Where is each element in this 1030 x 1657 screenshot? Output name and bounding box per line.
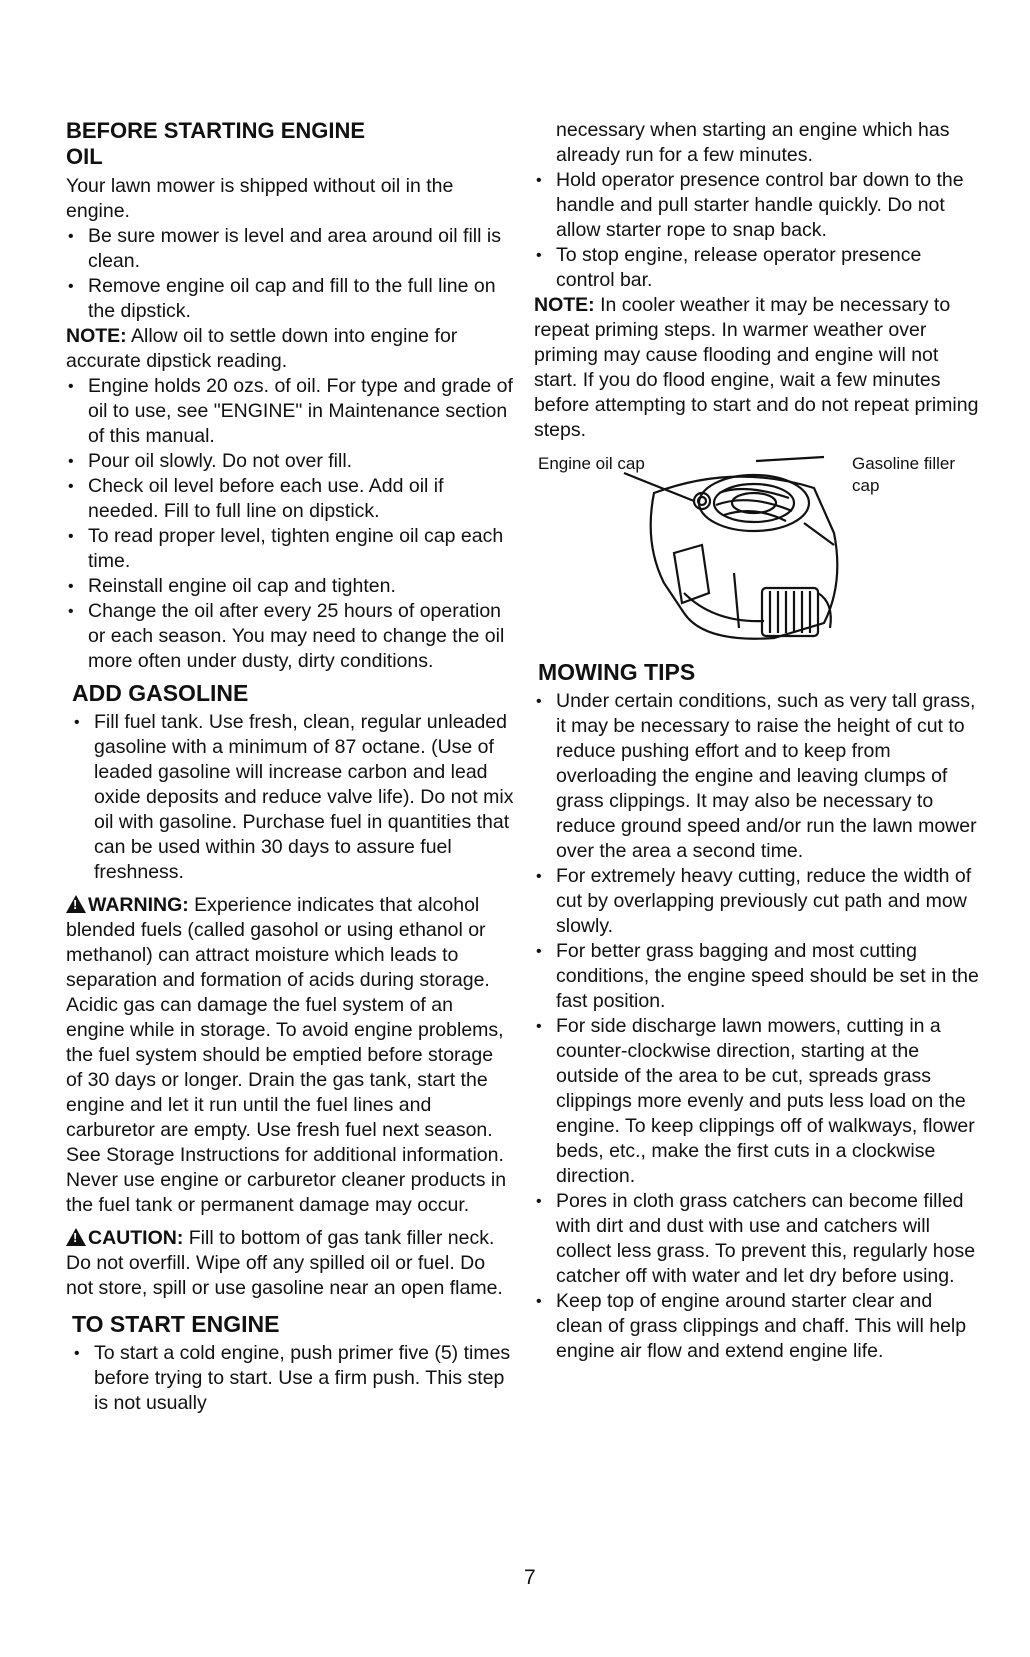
list-item: • Check oil level before each use. Add oil if needed. Fill to full line on dipstick. — [66, 474, 514, 524]
caution-paragraph — [66, 1226, 514, 1301]
warning-text: Experience indicates that alcohol blended fuels (called gasohol or using ethanol or methanol) can attract moisture which leads to separation and formation of acids during storage. Acidic gas can damage the fuel system of an engine while in storage. To avoid engine problems, the fuel system should be emptied before storage of 30 days or longer. Drain the gas tank, start the engine and let it run until the fuel lines and carburetor are empty. Use fresh fuel next season. See Storage Instructions for additional information. Never use engine or carburetor cleaner products in the fuel tank or permanent damage may occur. — [66, 894, 507, 1216]
caution-text: Fill to bottom of gas tank filler neck. Do not overfill. Wipe off any spilled oil or fuel. Do not store, spill or use gasoline near an open flame. — [66, 1227, 503, 1299]
left-column — [66, 118, 514, 1416]
list-item: • Pour oil slowly. Do not over fill. — [66, 449, 514, 474]
warning-paragraph — [66, 893, 514, 1218]
caution-label: CAUTION: — [88, 1227, 184, 1249]
add-gasoline-title: ADD GASOLINE — [72, 680, 249, 706]
list-item: • Under certain conditions, such as very tall grass, it may be necessary to raise the height of cut to reduce pushing effort and to keep from overloading the engine and leaving clumps of grass clippings. It may also be necessary to reduce ground speed and/or run the lawn mower over the area a second time. — [534, 689, 979, 864]
start-continued: necessary when starting an engine which has already run for a few minutes. — [556, 119, 950, 166]
list-item: • Engine holds 20 ozs. of oil. For type and grade of oil to use, see "ENGINE" in Maintenance section of this manual. — [66, 374, 514, 449]
list-item: • Hold operator presence control bar down to the handle and pull starter handle quickly. Do not allow starter rope to snap back. — [534, 168, 979, 243]
note-text: Allow oil to settle down into engine for accurate dipstick reading. — [66, 325, 458, 372]
list-item: • For better grass bagging and most cutting conditions, the engine speed should be set in the fast position. — [534, 939, 979, 1014]
list-item: • Pores in cloth grass catchers can become filled with dirt and dust with use and catchers will collect less grass. To prevent this, regularly hose catcher off with water and let dry before using. — [534, 1189, 979, 1289]
gasoline-filler-cap-label: Gasoline filler cap — [852, 454, 955, 495]
oil-list-a — [66, 224, 514, 324]
list-item: • Be sure mower is level and area around oil fill is clean. — [66, 224, 514, 274]
priming-note — [534, 293, 979, 443]
start-list-right — [534, 168, 979, 293]
engine-figure — [534, 453, 979, 653]
oil-intro: Your lawn mower is shipped without oil in the engine. — [66, 175, 454, 222]
right-column — [534, 118, 979, 1364]
engine-oil-cap-label: Engine oil cap — [538, 454, 645, 473]
before-starting-title: BEFORE STARTING ENGINE — [66, 118, 366, 143]
list-item: • Reinstall engine oil cap and tighten. — [66, 574, 514, 599]
list-item: • To read proper level, tighten engine oil cap each time. — [66, 524, 514, 574]
page-number: 7 — [524, 1566, 536, 1589]
mowing-tips-list — [534, 689, 979, 1364]
list-item: • To stop engine, release operator presence control bar. — [534, 243, 979, 293]
list-item: • For side discharge lawn mowers, cutting in a counter-clockwise direction, starting at the outside of the area to be cut, spreads grass clippings more evenly and puts less load on the engine. To keep clippings off of walkways, flower beds, etc., make the first cuts in a clockwise direction. — [534, 1014, 979, 1189]
list-item: • For extremely heavy cutting, reduce the width of cut by overlapping previously cut path and mow slowly. — [534, 864, 979, 939]
list-item: • Change the oil after every 25 hours of operation or each season. You may need to change the oil more often under dusty, dirty conditions. — [66, 599, 514, 674]
to-start-engine-title: TO START ENGINE — [72, 1311, 280, 1337]
warning-label: WARNING: — [88, 894, 189, 916]
oil-title: OIL — [66, 144, 103, 169]
oil-list-b — [66, 374, 514, 674]
note-text: In cooler weather it may be necessary to repeat priming steps. In warmer weather over priming may cause flooding and engine will not start. If you do flood engine, wait a few minutes before attempting to start and do not repeat priming steps. — [534, 294, 979, 441]
oil-note — [66, 324, 514, 374]
engine-illustration — [534, 453, 979, 653]
note-label: NOTE: — [534, 294, 595, 316]
list-item: • Fill fuel tank. Use fresh, clean, regular unleaded gasoline with a minimum of 87 octane. (Use of leaded gasoline will increase carbon and lead oxide deposits and reduce valve life). Do not mix oil with gasoline. Purchase fuel in quantities that can be used within 30 days to assure fuel freshness. — [72, 710, 514, 885]
list-item: • Keep top of engine around starter clear and clean of grass clippings and chaff. This will help engine air flow and extend engine life. — [534, 1289, 979, 1364]
list-item: • To start a cold engine, push primer five (5) times before trying to start. Use a firm push. This step is not usually — [72, 1341, 514, 1416]
list-item: • Remove engine oil cap and fill to the full line on the dipstick. — [66, 274, 514, 324]
caution-icon — [66, 1228, 86, 1246]
note-label: NOTE: — [66, 325, 127, 347]
mowing-tips-title: MOWING TIPS — [538, 659, 696, 685]
start-list-left — [66, 1341, 514, 1416]
gasoline-list — [66, 710, 514, 885]
warning-icon — [66, 895, 86, 913]
